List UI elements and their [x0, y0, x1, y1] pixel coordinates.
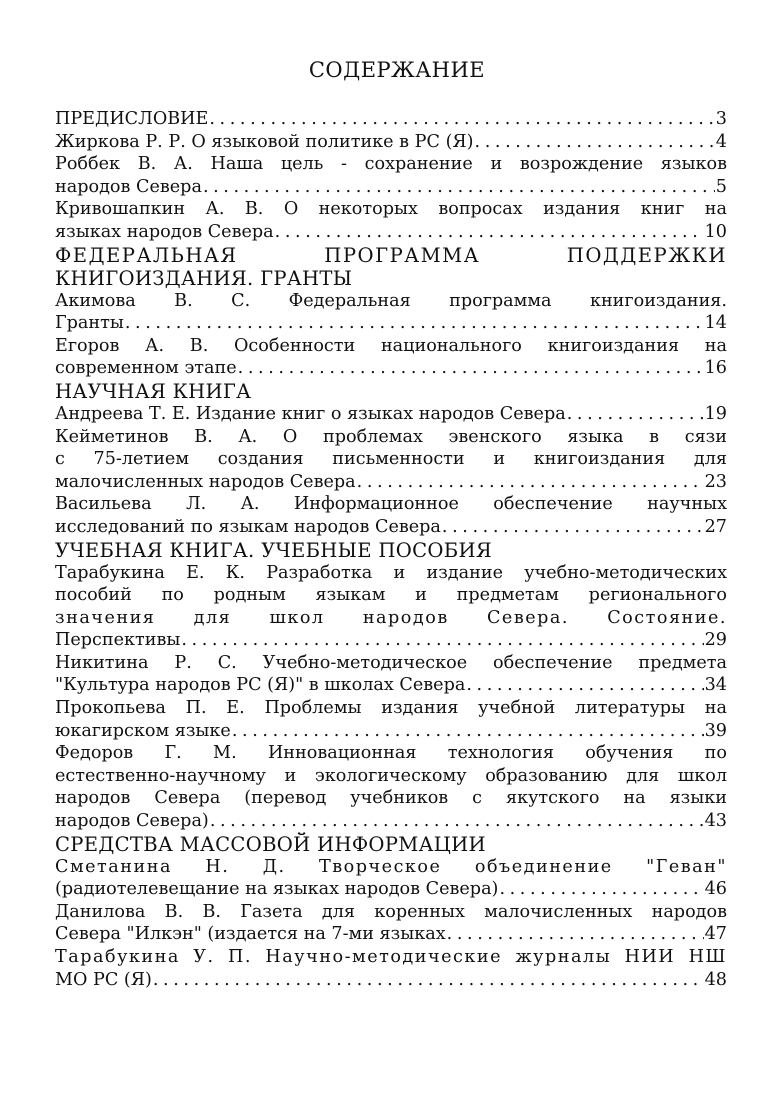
page-number: 4: [715, 131, 727, 152]
leader-dots: [357, 471, 704, 494]
section-heading: НАУЧНАЯ КНИГА: [55, 379, 252, 403]
leader-dots: [447, 923, 704, 946]
toc-entry-andreeva: [55, 403, 727, 426]
toc-entry-danilova: [55, 923, 727, 946]
page-title: СОДЕРЖАНИЕ: [308, 58, 486, 82]
toc-entry-egorov: [55, 357, 727, 380]
section-heading: ФЕДЕРАЛЬНАЯ ПРОГРАММА ПОДДЕРЖКИ: [55, 243, 727, 267]
entry-line: значения для школ народов Севера. Состояние.: [55, 607, 727, 628]
entry-line: Кейметинов В. А. О проблемах эвенского языка в сязи: [55, 426, 727, 447]
leader-dots: [181, 629, 703, 652]
entry-text: юкагирском языке: [55, 720, 231, 741]
toc-page: [55, 58, 727, 991]
leader-dots: [567, 403, 704, 426]
entry-line: с 75-летием создания письменности и книгоиздания для: [55, 449, 727, 470]
entry-text: малочисленных народов Севера: [55, 471, 356, 492]
page-number: 27: [704, 516, 727, 537]
page-number: 3: [715, 109, 727, 129]
entry-line: Никитина Р. С. Учебно-методическое обеспечение предмета: [55, 652, 727, 673]
entry-text: языках народов Севера: [55, 221, 274, 242]
page-number: 19: [704, 403, 727, 424]
leader-dots: [238, 357, 704, 380]
entry-line: Данилова В. В. Газета для коренных малочисленных народов: [55, 901, 727, 922]
entry-line: Егоров А. В. Особенности национального книгоиздания на: [55, 335, 727, 356]
entry-line: Сметанина Н. Д. Творческое объединение "Геван": [55, 856, 727, 877]
page-number: 46: [704, 879, 727, 900]
page-number: 23: [704, 471, 727, 492]
toc-entry-nikitina: [55, 674, 727, 697]
leader-dots: [442, 516, 704, 539]
entry-text: ПРЕДИСЛОВИЕ: [55, 109, 209, 129]
page-number: 39: [704, 720, 727, 741]
entry-text: исследований по языкам народов Севера: [55, 516, 441, 537]
leader-dots: [275, 221, 704, 244]
toc-entry-preface: [55, 108, 727, 131]
toc-entry-vasilieva: [55, 516, 727, 539]
entry-text: народов Севера: [55, 176, 202, 197]
entry-text: Перспективы: [55, 630, 181, 651]
section-heading: КНИГОИЗДАНИЯ. ГРАНТЫ: [55, 266, 353, 290]
toc-entry-tarabukina-e: [55, 629, 727, 652]
entry-text: "Культура народов РС (Я)" в школах Севера: [55, 675, 466, 696]
entry-text: Севера "Илкэн" (издается на 7-ми языках: [55, 924, 446, 945]
entry-line: Тарабукина Е. К. Разработка и издание учебно-методических: [55, 562, 727, 583]
page-number: 5: [715, 176, 727, 197]
toc-entry-tarabukina-u: [55, 969, 727, 992]
leader-dots: [203, 176, 715, 199]
section-heading: УЧЕБНАЯ КНИГА. УЧЕБНЫЕ ПОСОБИЯ: [55, 538, 493, 562]
page-number: 43: [704, 811, 727, 832]
entry-text: Гранты: [55, 313, 124, 334]
entry-text: народов Севера): [55, 811, 209, 832]
entry-text: (радиотелевещание на языках народов Севера): [55, 879, 499, 900]
leader-dots: [499, 878, 703, 901]
entry-line: Акимова В. С. Федеральная программа книгоиздания.: [55, 290, 727, 311]
leader-dots: [125, 312, 704, 335]
leader-dots: [475, 131, 715, 154]
page-number: 14: [704, 313, 727, 334]
leader-dots: [153, 969, 704, 992]
section-heading: СРЕДСТВА МАССОВОЙ ИНФОРМАЦИИ: [55, 832, 486, 856]
entry-text: современном этапе: [55, 358, 237, 379]
entry-line: Васильева Л. А. Информационное обеспечение научных: [55, 494, 727, 515]
entry-line: Роббек В. А. Наша цель - сохранение и возрождение языков: [55, 154, 727, 175]
toc-entry-robbek: [55, 176, 727, 199]
page-number: 10: [704, 221, 727, 242]
toc-entry-smetanina: [55, 878, 727, 901]
entry-text: Жиркова Р. Р. О языковой политике в РС (Я): [55, 131, 474, 152]
entry-line: пособий по родным языкам и предметам регионального: [55, 585, 727, 606]
page-number: 34: [704, 675, 727, 696]
entry-line: народов Севера (перевод учебников с якутского на языки: [55, 788, 727, 809]
entry-line: естественно-научному и экологическому образованию для школ: [55, 765, 727, 786]
toc-entry-zhirkova: [55, 131, 727, 154]
entry-text: МО РС (Я): [55, 969, 152, 990]
leader-dots: [210, 810, 704, 833]
toc-entry-krivoshapkin: [55, 221, 727, 244]
page-number: 48: [704, 969, 727, 990]
toc-entry-prokopieva: [55, 720, 727, 743]
entry-line: Прокопьева П. Е. Проблемы издания учебной литературы на: [55, 698, 727, 719]
entry-line: Тарабукина У. П. Научно-методические журналы НИИ НШ: [55, 947, 727, 967]
leader-dots: [209, 108, 714, 131]
entry-line: Кривошапкин А. В. О некоторых вопросах издания книг на: [55, 199, 727, 220]
entry-text: Андреева Т. Е. Издание книг о языках народов Севера: [55, 403, 566, 424]
page-number: 16: [704, 358, 727, 379]
leader-dots: [232, 720, 704, 743]
entry-line: Федоров Г. М. Инновационная технология обучения по: [55, 743, 727, 764]
toc-entry-keimetinov: [55, 471, 727, 494]
page-number: 29: [704, 630, 727, 651]
leader-dots: [466, 674, 703, 697]
toc-entry-fedorov: [55, 810, 727, 833]
page-number: 47: [704, 924, 727, 945]
toc-entry-akimova: [55, 312, 727, 335]
